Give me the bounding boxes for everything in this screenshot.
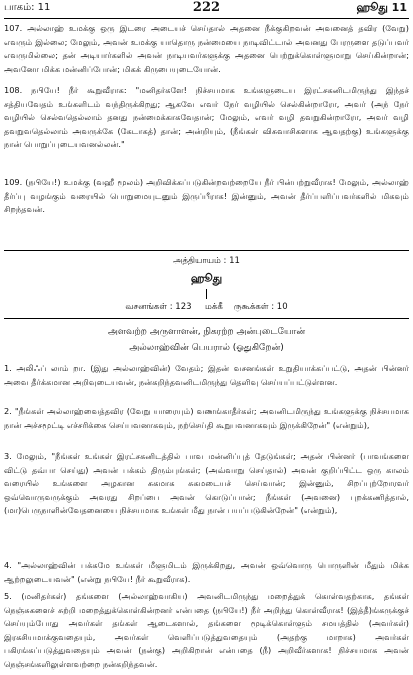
chapter-title: ஹூது	[190, 272, 223, 285]
section-rule-top	[4, 250, 409, 251]
verse-2: 2. "நீங்கள் அல்லாஹ்வைத்தவிர (வேறு யாரையும்) வணங்காதீர்கள்; அவனிடமிருந்து உங்களுக்கு நிச்சயமாக நான் அச்சமூட்டி எச்சரிக்கை செய்பவனாகவும், நற்செய்தி கூறுபவனாகவும் இருக்கிறேன்" (என்றும்),	[4, 406, 409, 430]
verse-5: 5. (மனிதர்கள்) தங்களை (அல்லாஹ்வாகிய) அவனிடமிருந்து மறைத்துக் கொள்வதற்காக, தங்கள் நெஞ்சுகளைச் சுற்றி மறைத்துக்கொள்கின்றனர் என்பதை (நபியே!) நீர் அறிந்து கொள்வீராக! (இத்தீ)ங்கருக்குச் செய்யும்போது அவர்கள் தங்கள் ஆடைகளால், தங்களை மூடிக்கொள்ளும் சமயத்தில் (அவர்கள்) இரகசியமாக்குவதையும், அவர்கள் வெளிப்படுத்துவதையும் (அதற்கு மாறாக) அவர்கள் பகிரங்கப்படுத்துவதையும் அவன் (நன்கு) அறிகிறான் என்பதை (நீ) அறிவீர்களாக! நிச்சயமாக அவன் நெஞ்சங்களிலுள்ளவற்றை நன்கறிந்தவன்.	[4, 591, 409, 669]
ruku-count: ருகூக்கள் : 10	[233, 302, 288, 312]
chapter-meta	[0, 302, 413, 313]
verse-3: 3. மேலும், "நீங்கள் உங்கள் இரட்சகனிடத்தில் பாவ மன்னிப்புத் தேடுங்கள்; அதன் பின்னர் (பாவங்களை விட்டு தவ்பா செய்து) அவன் பக்கம் திரும்புங்கள்; (அவ்வாறு செய்தால்) அவன் குறிப்பிட்ட ஒரு காலம் வரையில் உங்களை அழகான சுகமாக சுகமடையச் செய்வான்; இன்னும், சிறப்புற்றோரவர் ஒவ்வொருவருக்கும் அவரது சிறப்பை அவன் கொடுப்பான்; நீங்கள் (அவனை) புறக்கணித்தால், (மா)பெருநாளின்வேதனையை நிச்சயமாக உங்கள் மீது நான் பயப்படுகின்றேன்" (என்றும்),	[4, 451, 409, 516]
verse-108: 108. நபியே! நீர் கூறுவீராக: "மனிதர்களே! நிச்சயமாக உங்களுடைய இரட்சகனிடமிருந்து இந்தச் சத்தியவேதம் உங்களிடம் வந்திருக்கிறது; ஆகவே எவர் நேர் வழியில் செல்கின்றாரோ, அவர் (அந் நேர் வழியில் செல்வதெல்லாம் தனது நன்மைக்காகவேதான்; மேலும், எவர் வழி தவறுகின்றாரோ, அவர் வழி தவறுவதெல்லாம் அவருக்கே (கேடாகத்) தான்; அன்றியும், (நீங்கள் விசுவாசிகளாக ஆவதற்கு) உங்களுக்கு நான் பொறுப்புடையவனல்லன்."	[4, 85, 409, 150]
page-header	[0, 0, 413, 18]
part-label: பாகம்: 11	[4, 2, 51, 13]
chapter-divider	[206, 289, 207, 299]
chapter-label: அத்தியாயம் : 11	[173, 256, 240, 266]
section-rule-bottom	[4, 318, 409, 319]
surah-name: ஹூது 11	[356, 1, 407, 14]
verse-4: 4. "அல்லாஹ்வின் பக்கமே உங்கள் மீளுமிடம் இருக்கிறது, அவன் ஒவ்வொரு பொருளின் மீதும் மிக்க ஆற்றலுடையவன்" (என்று நபியே! நீர் கூறுவீராக).	[4, 560, 409, 584]
meccan-label: மக்கீ	[205, 302, 223, 312]
verse-1: 1. அலிஃப் லாம் றா. (இது அல்லாஹ்வின்) வேதம்; இதன் வசனங்கள் உறுதியாக்கப்பட்டு, அதன் பின்னர் அவை தீர்க்கமான அறிவுடையவன், நன்கறிந்தவனிடமிருந்து தெளிவு செய்யப்பட்டுள்ளன.	[4, 363, 409, 387]
verse-109: 109. (நபியே!) உமக்கு (வஹீ மூலம்) அறிவிக்கப்படுகின்றவற்றையே நீர் பின்பற்றுவீராக! மேலும், அல்லாஹ் தீர்ப்பு வழங்கும் வரையில் பொறுமையுடனும் இருப்பீராக! இன்னும், அவன் தீர்ப்பளிப்பவர்களில் மிகவும் சிறந்தவன்.	[4, 177, 409, 215]
bismillah-line-1: அளவற்ற அருளாளன், நிகரற்ற அன்புடையோன்	[107, 327, 306, 337]
page-number: 222	[192, 0, 221, 15]
verse-count: வசனங்கள் : 123	[125, 302, 192, 312]
verse-107: 107. அல்லாஹ் உமக்கு ஒரு இடரை அடையச் செய்தால் அதனை நீக்குகிறவன் அவனைத் தவிர (வேறு) எவரும் இல்லை; மேலும், அவன் உமக்கு யாதொரு நன்மையை நாடிவிட்டால் அவனது பேரருளை தடுப்பவர் எவருமில்லை; தன் அடியார்களில் அவன் நாடியவர்களுக்கு அதனை பெற்றுக்கொள்ளுமாறு செய்கின்றான்; அவனோ மிக்க மன்னிப்போன்; மிகக் கிருபையுடையோன்.	[4, 23, 409, 74]
header-rule	[4, 18, 409, 19]
bismillah-line-2: அல்லாஹ்வின் பெயரால் (ஓதுகிறேன்)	[129, 343, 284, 353]
